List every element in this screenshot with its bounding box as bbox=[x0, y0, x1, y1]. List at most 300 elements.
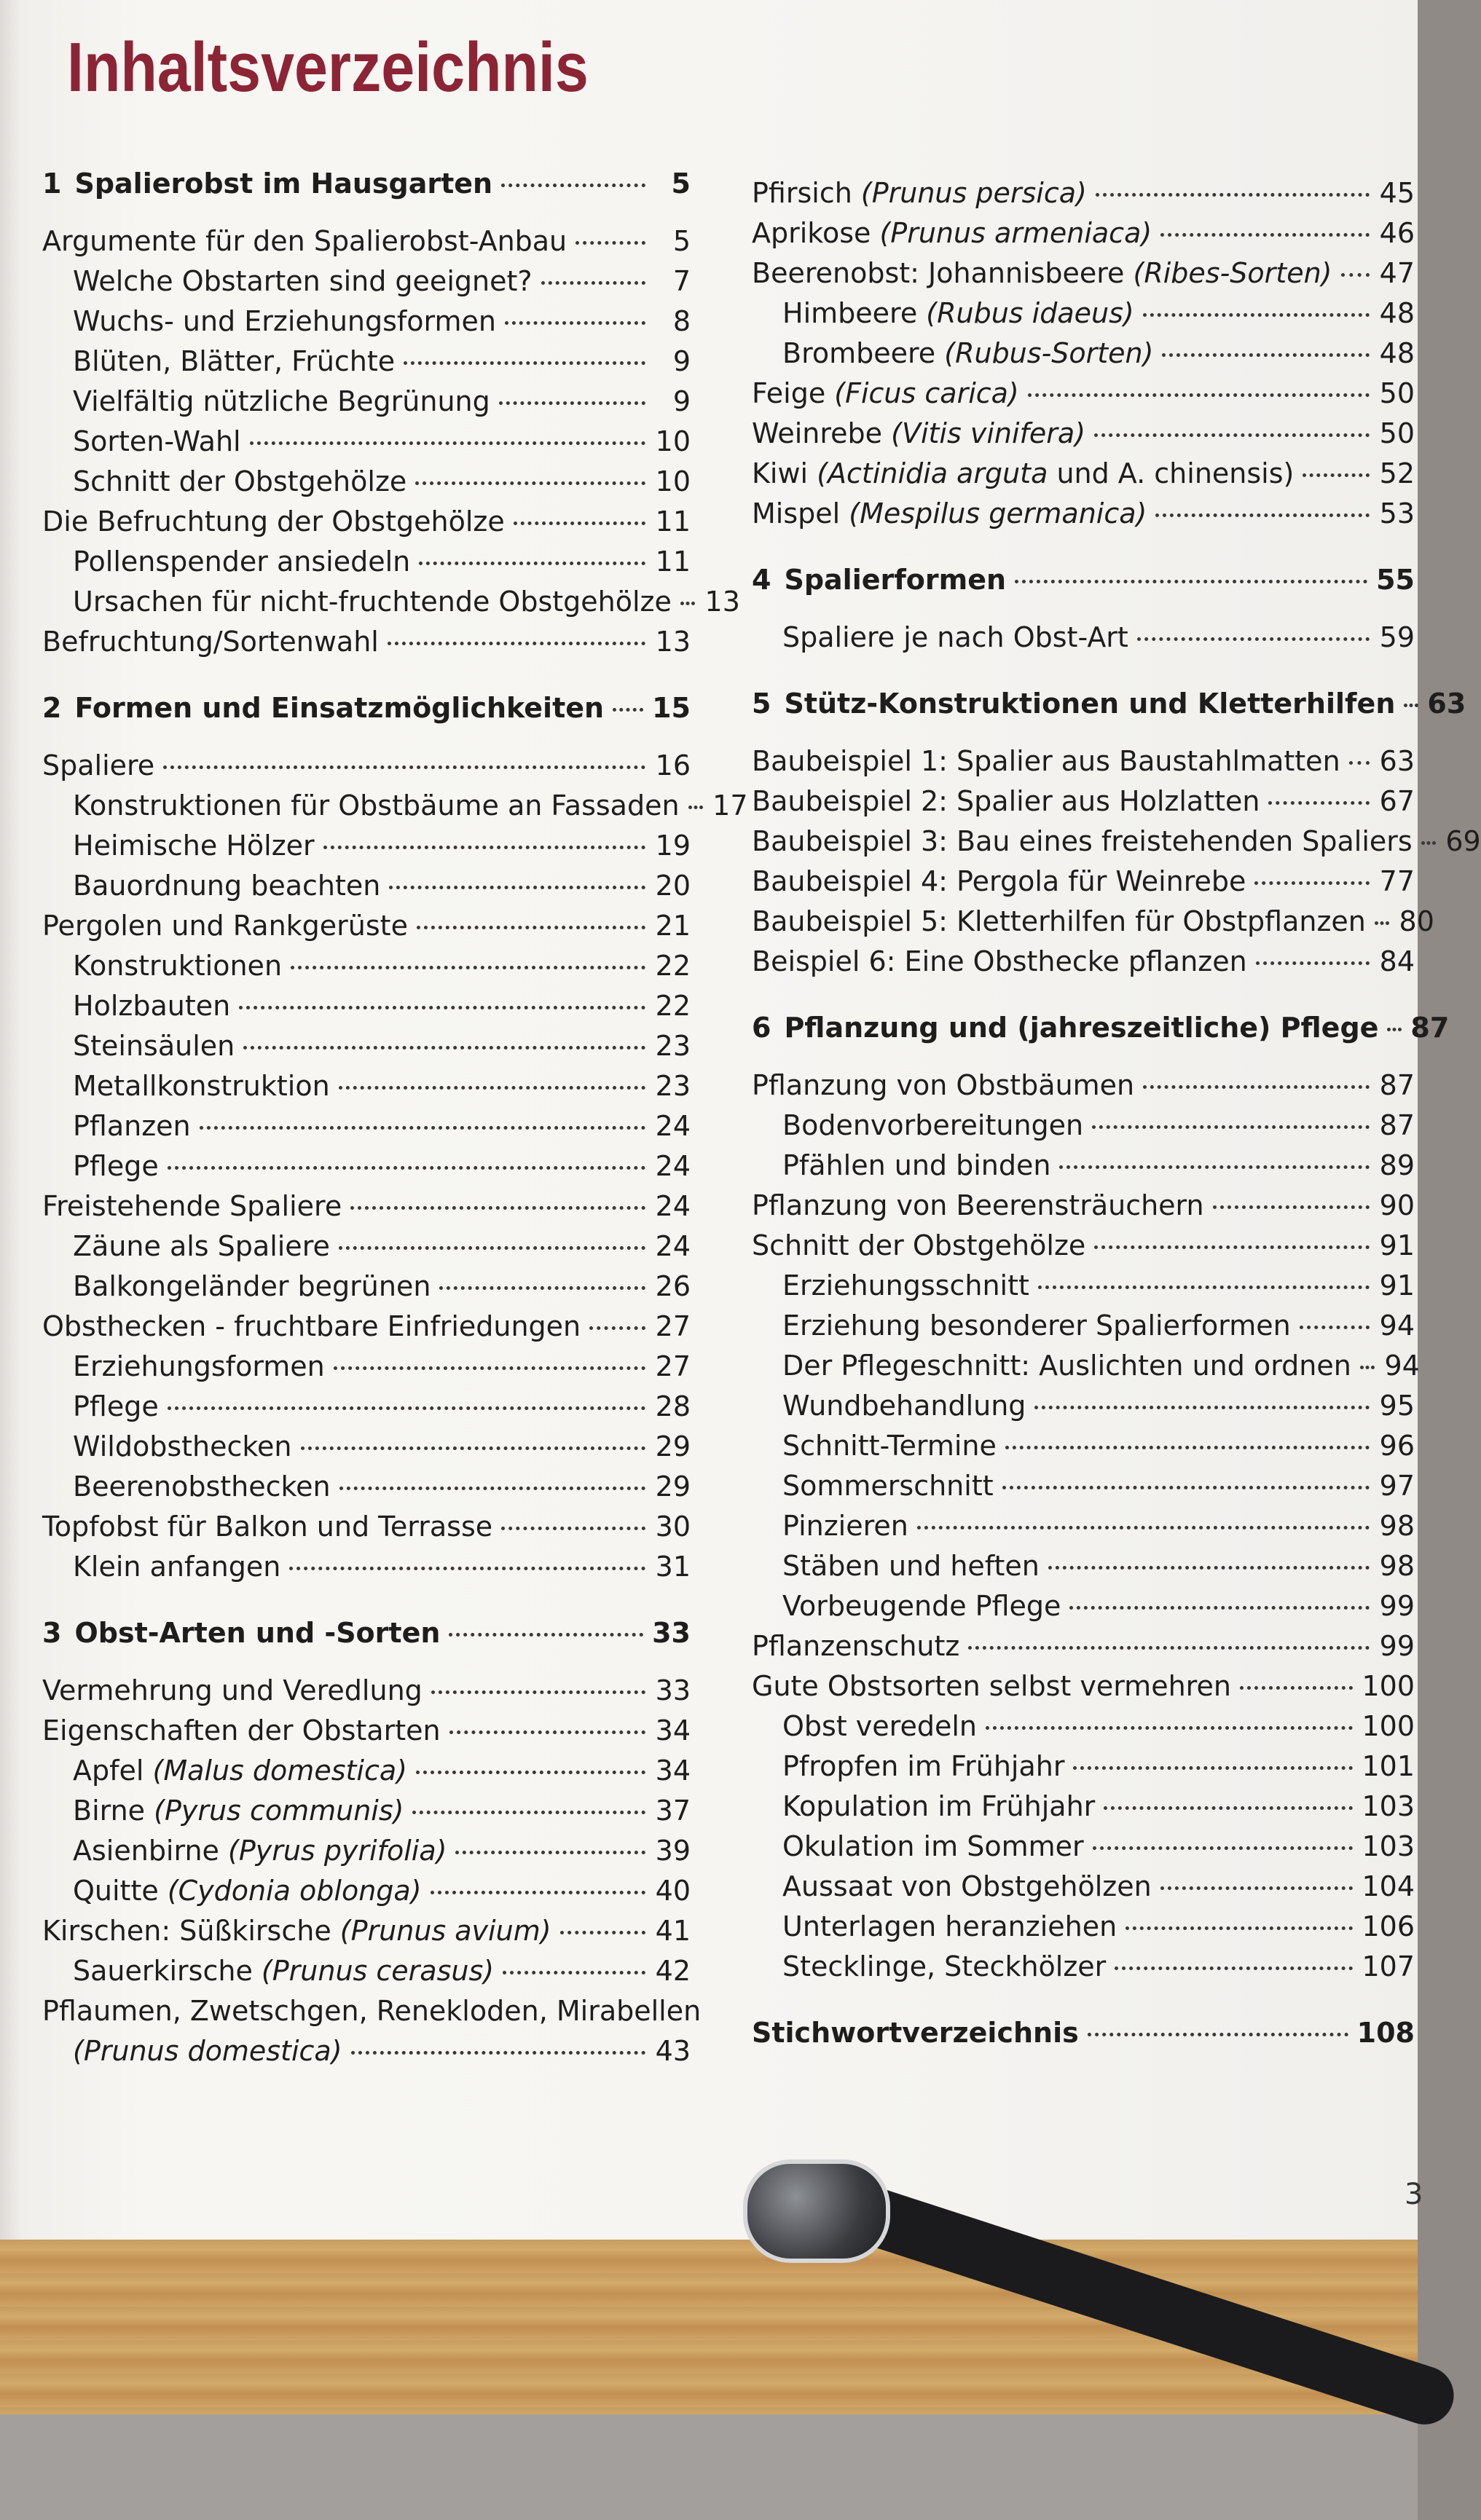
dot-leader bbox=[301, 1446, 645, 1450]
toc-entry-title bbox=[752, 688, 1395, 720]
page-ref: 84 bbox=[1379, 945, 1415, 977]
toc-entry bbox=[752, 217, 1415, 257]
dot-leader bbox=[1028, 393, 1370, 397]
dot-leader bbox=[350, 1206, 645, 1210]
toc-entry-title bbox=[782, 1109, 1083, 1141]
page-ref: 33 bbox=[652, 1617, 691, 1649]
page-ref: 24 bbox=[655, 1190, 691, 1222]
toc-entry bbox=[42, 1470, 691, 1511]
toc-entry-title bbox=[782, 1790, 1095, 1822]
botanical-name: (Actinidia arguta bbox=[817, 457, 1048, 489]
page-ref: 87 bbox=[1379, 1109, 1415, 1141]
page-ref: 108 bbox=[1356, 2017, 1415, 2049]
page-ref: 104 bbox=[1362, 1870, 1415, 1902]
page-ref: 34 bbox=[655, 1755, 691, 1787]
entry-text: Bauordnung beachten bbox=[73, 870, 381, 902]
dot-leader bbox=[501, 1527, 645, 1530]
dot-leader bbox=[575, 241, 645, 245]
page-ref: 99 bbox=[1379, 1590, 1415, 1622]
toc-entry-title bbox=[752, 377, 1019, 409]
entry-text: Schnitt-Termine bbox=[782, 1430, 997, 1462]
dot-leader bbox=[1137, 637, 1370, 641]
entry-text: Kiwi bbox=[752, 457, 817, 489]
toc-entry bbox=[42, 1915, 691, 1955]
toc-entry-title bbox=[752, 865, 1246, 897]
dot-leader bbox=[514, 521, 645, 525]
dot-leader bbox=[917, 1526, 1370, 1529]
entry-text: Pergolen und Rankgerüste bbox=[42, 910, 408, 942]
toc-entry-title bbox=[42, 505, 505, 538]
toc-chapter-entry bbox=[42, 1617, 691, 1657]
dot-leader bbox=[1160, 1886, 1354, 1890]
entry-text: Beerenobst: Johannisbeere bbox=[752, 257, 1134, 289]
toc-entry-title bbox=[73, 305, 496, 337]
toc-entry bbox=[42, 1875, 691, 1915]
page-ref: 96 bbox=[1379, 1430, 1415, 1462]
toc-entry-title bbox=[73, 830, 315, 862]
toc-entry-title bbox=[752, 257, 1332, 289]
dot-leader bbox=[1002, 1486, 1370, 1489]
dot-leader bbox=[1015, 580, 1367, 583]
toc-entry bbox=[42, 2035, 691, 2075]
toc-chapter-entry bbox=[752, 2017, 1415, 2057]
dot-leader bbox=[1093, 1846, 1354, 1850]
toc-entry-title bbox=[73, 1470, 331, 1503]
entry-text: Sommerschnitt bbox=[782, 1470, 994, 1502]
toc-left-column bbox=[42, 168, 748, 2075]
page-ref: 98 bbox=[1379, 1550, 1415, 1582]
dot-leader bbox=[455, 1851, 645, 1854]
entry-text: Spaliere je nach Obst-Art bbox=[782, 621, 1128, 653]
toc-entry bbox=[42, 586, 740, 626]
dot-leader bbox=[289, 1567, 645, 1570]
dot-leader bbox=[1143, 313, 1370, 317]
toc-entry bbox=[42, 1795, 691, 1835]
page-ref: 28 bbox=[655, 1390, 691, 1422]
entry-text: Vermehrung und Veredlung bbox=[42, 1674, 423, 1706]
toc-entry bbox=[752, 337, 1415, 377]
toc-entry bbox=[752, 257, 1415, 297]
dot-leader bbox=[239, 1006, 645, 1009]
dot-leader bbox=[680, 602, 695, 605]
dot-leader bbox=[404, 361, 645, 365]
dot-leader bbox=[613, 708, 643, 712]
toc-entry-title bbox=[752, 1012, 1378, 1044]
entry-text: Stecklinge, Steckhölzer bbox=[782, 1950, 1107, 1982]
toc-entry bbox=[752, 1430, 1415, 1470]
toc-entry-title bbox=[782, 1870, 1152, 1902]
page-ref: 27 bbox=[655, 1350, 691, 1382]
dot-leader bbox=[1069, 1606, 1370, 1610]
entry-text: Klein anfangen bbox=[73, 1551, 281, 1583]
toc-entry-title bbox=[73, 1270, 431, 1302]
dot-leader bbox=[1073, 1766, 1353, 1770]
toc-entry bbox=[752, 1630, 1415, 1670]
dot-leader bbox=[1240, 1686, 1354, 1690]
entry-text: Ursachen für nicht-fruchtende Obstgehölze bbox=[73, 586, 672, 618]
page-ref: 91 bbox=[1379, 1269, 1415, 1302]
page-ref: 77 bbox=[1379, 865, 1415, 897]
toc-entry bbox=[752, 1269, 1415, 1310]
toc-entry bbox=[42, 1995, 702, 2035]
entry-text: Heimische Hölzer bbox=[73, 830, 315, 862]
page-ref: 50 bbox=[1379, 377, 1415, 409]
toc-entry-title bbox=[782, 1269, 1029, 1302]
toc-entry-title bbox=[73, 586, 672, 618]
page-ref: 63 bbox=[1379, 745, 1415, 777]
toc-entry bbox=[42, 1430, 691, 1470]
dot-leader bbox=[1059, 1165, 1370, 1169]
entry-text: Pfählen und binden bbox=[782, 1149, 1051, 1181]
botanical-name: (Prunus armeniaca) bbox=[879, 217, 1152, 249]
entry-text: Baubeispiel 5: Kletterhilfen für Obstpflanzen bbox=[752, 905, 1366, 937]
toc-entry bbox=[42, 910, 691, 950]
toc-entry-title bbox=[782, 1710, 977, 1742]
botanical-name: (Vitis vinifera) bbox=[891, 417, 1086, 449]
dot-leader bbox=[291, 966, 645, 969]
entry-text: Pfirsich bbox=[752, 177, 861, 209]
page-ref: 63 bbox=[1427, 688, 1466, 720]
page-ref: 16 bbox=[655, 749, 691, 781]
toc-entry-title bbox=[752, 217, 1152, 249]
dot-leader bbox=[388, 642, 645, 645]
toc-entry-title bbox=[782, 1310, 1291, 1342]
toc-entry bbox=[42, 990, 691, 1030]
toc-entry bbox=[42, 305, 691, 345]
page-ref: 46 bbox=[1379, 217, 1415, 249]
toc-entry-title bbox=[752, 1630, 959, 1662]
botanical-name: (Prunus persica) bbox=[860, 177, 1087, 209]
page-ref: 95 bbox=[1379, 1390, 1415, 1422]
page-ref: 7 bbox=[672, 265, 691, 297]
toc-entry bbox=[752, 905, 1434, 945]
page-ref: 11 bbox=[655, 546, 691, 578]
toc-entry bbox=[42, 870, 691, 910]
toc-entry-title bbox=[73, 546, 410, 578]
dot-leader bbox=[1126, 1926, 1353, 1930]
toc-entry bbox=[42, 225, 691, 265]
entry-text: Argumente für den Spalierobst-Anbau bbox=[42, 225, 567, 257]
page-ref: 33 bbox=[655, 1674, 691, 1706]
toc-entry bbox=[752, 1310, 1415, 1350]
entry-text: Pflanzen bbox=[73, 1110, 191, 1142]
entry-text-suffix: und A. chinensis) bbox=[1048, 457, 1295, 489]
entry-text: Der Pflegeschnitt: Auslichten und ordnen bbox=[782, 1350, 1351, 1382]
toc-entry bbox=[42, 1955, 691, 1995]
toc-entry bbox=[752, 945, 1415, 985]
toc-entry-title bbox=[752, 457, 1294, 489]
toc-entry-title bbox=[752, 1229, 1085, 1261]
dot-leader bbox=[243, 1046, 645, 1050]
entry-text: Wildobsthecken bbox=[73, 1430, 292, 1462]
toc-entry-title bbox=[752, 1189, 1204, 1221]
page-ref: 9 bbox=[672, 385, 691, 417]
botanical-name: (Rubus-Sorten) bbox=[944, 337, 1154, 369]
entry-text: Baubeispiel 3: Bau eines freistehenden Spaliers bbox=[752, 825, 1413, 857]
dot-leader bbox=[439, 1286, 645, 1290]
toc-entry bbox=[42, 505, 691, 546]
page-ref: 103 bbox=[1362, 1790, 1415, 1822]
page-ref: 94 bbox=[1384, 1350, 1420, 1382]
entry-text: Pollenspender ansiedeln bbox=[73, 546, 411, 578]
toc-chapter-entry bbox=[42, 168, 691, 208]
entry-text: Quitte bbox=[73, 1875, 168, 1907]
chapter-number: 1 bbox=[42, 168, 62, 200]
toc-entry-title bbox=[73, 345, 395, 377]
dot-leader bbox=[250, 441, 645, 445]
entry-text: Steinsäulen bbox=[73, 1030, 235, 1062]
entry-text: Holzbauten bbox=[73, 990, 231, 1022]
toc-entry-title bbox=[73, 1551, 280, 1583]
entry-text: Pflanzenschutz bbox=[752, 1630, 960, 1662]
toc-entry-title bbox=[73, 1875, 422, 1907]
page-ref: 91 bbox=[1379, 1229, 1415, 1261]
dot-leader bbox=[968, 1646, 1370, 1650]
toc-entry-title bbox=[73, 1150, 159, 1182]
dot-leader bbox=[1094, 1245, 1370, 1249]
page-ref: 21 bbox=[655, 910, 691, 942]
entry-text: Beerenobsthecken bbox=[73, 1470, 331, 1503]
dot-leader bbox=[1005, 1446, 1370, 1449]
page-ref: 39 bbox=[655, 1835, 691, 1867]
toc-entry bbox=[752, 621, 1415, 661]
toc-entry-title bbox=[73, 790, 680, 822]
dot-leader bbox=[560, 1931, 645, 1934]
dot-leader bbox=[505, 321, 645, 325]
dot-leader bbox=[351, 2051, 645, 2055]
dot-leader bbox=[1213, 1205, 1370, 1209]
toc-chapter-entry bbox=[752, 688, 1466, 728]
dot-leader bbox=[501, 184, 645, 187]
botanical-name: (Pyrus pyrifolia) bbox=[228, 1835, 447, 1867]
entry-text: Stichwortverzeichnis bbox=[752, 2017, 1079, 2049]
page-ref: 22 bbox=[655, 990, 691, 1022]
page-ref: 90 bbox=[1379, 1189, 1415, 1221]
entry-text: Kirschen: Süßkirsche bbox=[42, 1915, 340, 1947]
toc-entry-title bbox=[752, 825, 1413, 857]
toc-entry-title bbox=[42, 1310, 581, 1342]
dot-leader bbox=[1162, 353, 1370, 357]
chapter-number: 2 bbox=[42, 692, 62, 724]
page-ref: 13 bbox=[655, 626, 691, 658]
dot-leader bbox=[449, 1730, 645, 1734]
entry-text: Birne bbox=[73, 1795, 154, 1827]
page-ref: 100 bbox=[1362, 1670, 1415, 1702]
page-ref: 19 bbox=[655, 830, 691, 862]
toc-entry-title bbox=[752, 745, 1340, 777]
chapter-number: 5 bbox=[752, 688, 771, 720]
entry-text: Pfropfen im Frühjahr bbox=[782, 1750, 1065, 1782]
toc-entry-title bbox=[42, 1674, 423, 1706]
toc-entry bbox=[42, 1511, 691, 1551]
dot-leader bbox=[389, 886, 645, 889]
dot-leader bbox=[1115, 1966, 1353, 1970]
page-ref: 8 bbox=[672, 305, 691, 337]
entry-text: Balkongeländer begrünen bbox=[73, 1270, 431, 1302]
page-ref: 45 bbox=[1379, 177, 1415, 209]
toc-entry-title bbox=[782, 621, 1128, 653]
toc-chapter-entry bbox=[752, 1012, 1450, 1052]
toc-entry-title bbox=[782, 1470, 994, 1502]
toc-entry bbox=[42, 1150, 691, 1190]
chapter-number: 6 bbox=[752, 1012, 771, 1044]
toc-entry bbox=[752, 377, 1415, 417]
page-ref: 89 bbox=[1379, 1149, 1415, 1181]
page-ref: 67 bbox=[1379, 785, 1415, 817]
page-ref: 20 bbox=[655, 870, 691, 902]
dot-leader bbox=[334, 1366, 645, 1370]
toc-entry bbox=[752, 297, 1415, 337]
toc-entry-title bbox=[752, 564, 1006, 596]
dot-leader bbox=[168, 1166, 645, 1170]
dot-leader bbox=[412, 1811, 645, 1814]
dot-leader bbox=[339, 1487, 645, 1490]
entry-text: Baubeispiel 4: Pergola für Weinrebe bbox=[752, 865, 1246, 897]
dot-leader bbox=[1104, 1806, 1353, 1810]
page-ref: 59 bbox=[1379, 621, 1415, 653]
toc-entry bbox=[42, 465, 691, 505]
entry-text: Spalierformen bbox=[784, 564, 1007, 596]
entry-text: Beispiel 6: Eine Obsthecke pflanzen bbox=[752, 945, 1247, 977]
page-ref: 27 bbox=[655, 1310, 691, 1342]
toc-entry bbox=[42, 1714, 691, 1755]
entry-text: Vorbeugende Pflege bbox=[782, 1590, 1061, 1622]
dot-leader bbox=[417, 926, 645, 929]
page-ref: 5 bbox=[672, 225, 691, 257]
entry-text: Stütz-Konstruktionen und Kletterhilfen bbox=[784, 688, 1396, 720]
toc-entry bbox=[42, 790, 748, 830]
toc-entry-title bbox=[752, 177, 1087, 209]
entry-text: Gute Obstsorten selbst vermehren bbox=[752, 1670, 1231, 1702]
dot-leader bbox=[323, 846, 645, 849]
entry-text: Sorten-Wahl bbox=[73, 425, 241, 457]
entry-text: Obst veredeln bbox=[782, 1710, 977, 1742]
dot-leader bbox=[163, 765, 645, 769]
page-ref: 48 bbox=[1379, 297, 1415, 329]
entry-text: Zäune als Spaliere bbox=[73, 1230, 330, 1262]
entry-text: Wundbehandlung bbox=[782, 1390, 1026, 1422]
entry-text: Brombeere bbox=[782, 337, 945, 369]
dot-leader bbox=[1349, 761, 1370, 765]
page-ref: 101 bbox=[1362, 1750, 1415, 1782]
toc-entry bbox=[42, 345, 691, 385]
toc-entry bbox=[752, 825, 1481, 865]
page-ref: 24 bbox=[655, 1150, 691, 1182]
toc-entry bbox=[752, 1470, 1415, 1510]
toc-entry-title bbox=[73, 1755, 407, 1787]
botanical-name: (Mespilus germanica) bbox=[849, 497, 1147, 529]
botanical-name: (Prunus avium) bbox=[339, 1915, 551, 1947]
entry-text: Apfel bbox=[73, 1755, 153, 1787]
toc-entry-title bbox=[782, 337, 1153, 369]
toc-entry bbox=[752, 457, 1415, 497]
dot-leader bbox=[1096, 193, 1370, 197]
toc-entry bbox=[752, 1710, 1415, 1750]
page-ref: 106 bbox=[1362, 1910, 1415, 1942]
toc-chapter-entry bbox=[42, 692, 691, 732]
toc-entry-title bbox=[752, 785, 1260, 817]
entry-text: Erziehung besonderer Spalierformen bbox=[782, 1310, 1291, 1342]
page-ref: 34 bbox=[655, 1714, 691, 1747]
entry-text: Eigenschaften der Obstarten bbox=[42, 1714, 441, 1747]
page-ref: 42 bbox=[655, 1955, 691, 1987]
toc-entry bbox=[42, 950, 691, 990]
toc-entry bbox=[42, 265, 691, 305]
page-ref: 48 bbox=[1379, 337, 1415, 369]
toc-entry bbox=[752, 745, 1415, 785]
entry-text: Freistehende Spaliere bbox=[42, 1190, 342, 1222]
background-surface bbox=[0, 2414, 1418, 2520]
toc-entry-title bbox=[752, 1670, 1231, 1702]
page-ref: 52 bbox=[1379, 457, 1415, 489]
entry-text: Baubeispiel 1: Spalier aus Baustahlmatten bbox=[752, 745, 1340, 777]
page-ref: 99 bbox=[1379, 1630, 1415, 1662]
dot-leader bbox=[1048, 1566, 1370, 1570]
toc-entry bbox=[752, 1069, 1415, 1109]
page-ref: 10 bbox=[655, 425, 691, 457]
toc-entry-title bbox=[73, 1350, 325, 1382]
page-ref: 87 bbox=[1379, 1069, 1415, 1101]
page-ref: 80 bbox=[1399, 905, 1434, 937]
botanical-name: (Cydonia oblonga) bbox=[167, 1875, 422, 1907]
toc-entry-title bbox=[73, 425, 241, 457]
toc-entry-title bbox=[782, 1590, 1061, 1622]
dot-leader bbox=[1155, 513, 1370, 517]
dot-leader bbox=[339, 1086, 645, 1090]
page-ref: 11 bbox=[655, 505, 691, 538]
page-ref: 10 bbox=[655, 465, 691, 497]
toc-entry bbox=[42, 1390, 691, 1430]
toc-right-column bbox=[752, 177, 1481, 2057]
toc-entry-title bbox=[752, 2017, 1079, 2049]
dot-leader bbox=[1034, 1406, 1370, 1409]
toc-entry-title bbox=[752, 905, 1366, 937]
page-title: Inhaltsverzeichnis bbox=[67, 28, 589, 106]
toc-entry-title bbox=[73, 465, 406, 497]
dot-leader bbox=[1360, 1366, 1375, 1369]
toc-entry-title bbox=[782, 1430, 997, 1462]
page-ref: 29 bbox=[655, 1470, 691, 1503]
toc-entry-title bbox=[782, 1390, 1026, 1422]
page-ref: 100 bbox=[1362, 1710, 1415, 1742]
toc-entry bbox=[752, 177, 1415, 217]
entry-text: Topfobst für Balkon und Terrasse bbox=[42, 1511, 493, 1543]
toc-entry bbox=[752, 1950, 1415, 1991]
entry-text: Obst-Arten und -Sorten bbox=[74, 1617, 441, 1649]
toc-entry-title bbox=[73, 1110, 191, 1142]
entry-text: Wuchs- und Erziehungsformen bbox=[73, 305, 496, 337]
entry-text: Pflanzung von Beerensträuchern bbox=[752, 1189, 1204, 1221]
entry-text: Vielfältig nützliche Begrünung bbox=[73, 385, 490, 417]
botanical-name: (Prunus domestica) bbox=[73, 2035, 342, 2067]
toc-entry-title bbox=[42, 225, 567, 257]
dot-leader bbox=[1268, 801, 1370, 805]
botanical-name: (Pyrus communis) bbox=[154, 1795, 404, 1827]
entry-text: Spaliere bbox=[42, 749, 155, 781]
dot-leader bbox=[419, 562, 645, 565]
dot-leader bbox=[1038, 1285, 1370, 1289]
entry-text: Mispel bbox=[752, 497, 849, 529]
page-ref: 47 bbox=[1379, 257, 1415, 289]
toc-entry bbox=[42, 385, 691, 425]
entry-text: Bodenvorbereitungen bbox=[782, 1109, 1084, 1141]
toc-entry bbox=[42, 830, 691, 870]
entry-text: Kopulation im Frühjahr bbox=[782, 1790, 1096, 1822]
toc-entry bbox=[752, 865, 1415, 905]
chapter-number: 3 bbox=[42, 1617, 62, 1649]
entry-text: Formen und Einsatzmöglichkeiten bbox=[74, 692, 605, 724]
toc-entry bbox=[752, 1149, 1415, 1189]
